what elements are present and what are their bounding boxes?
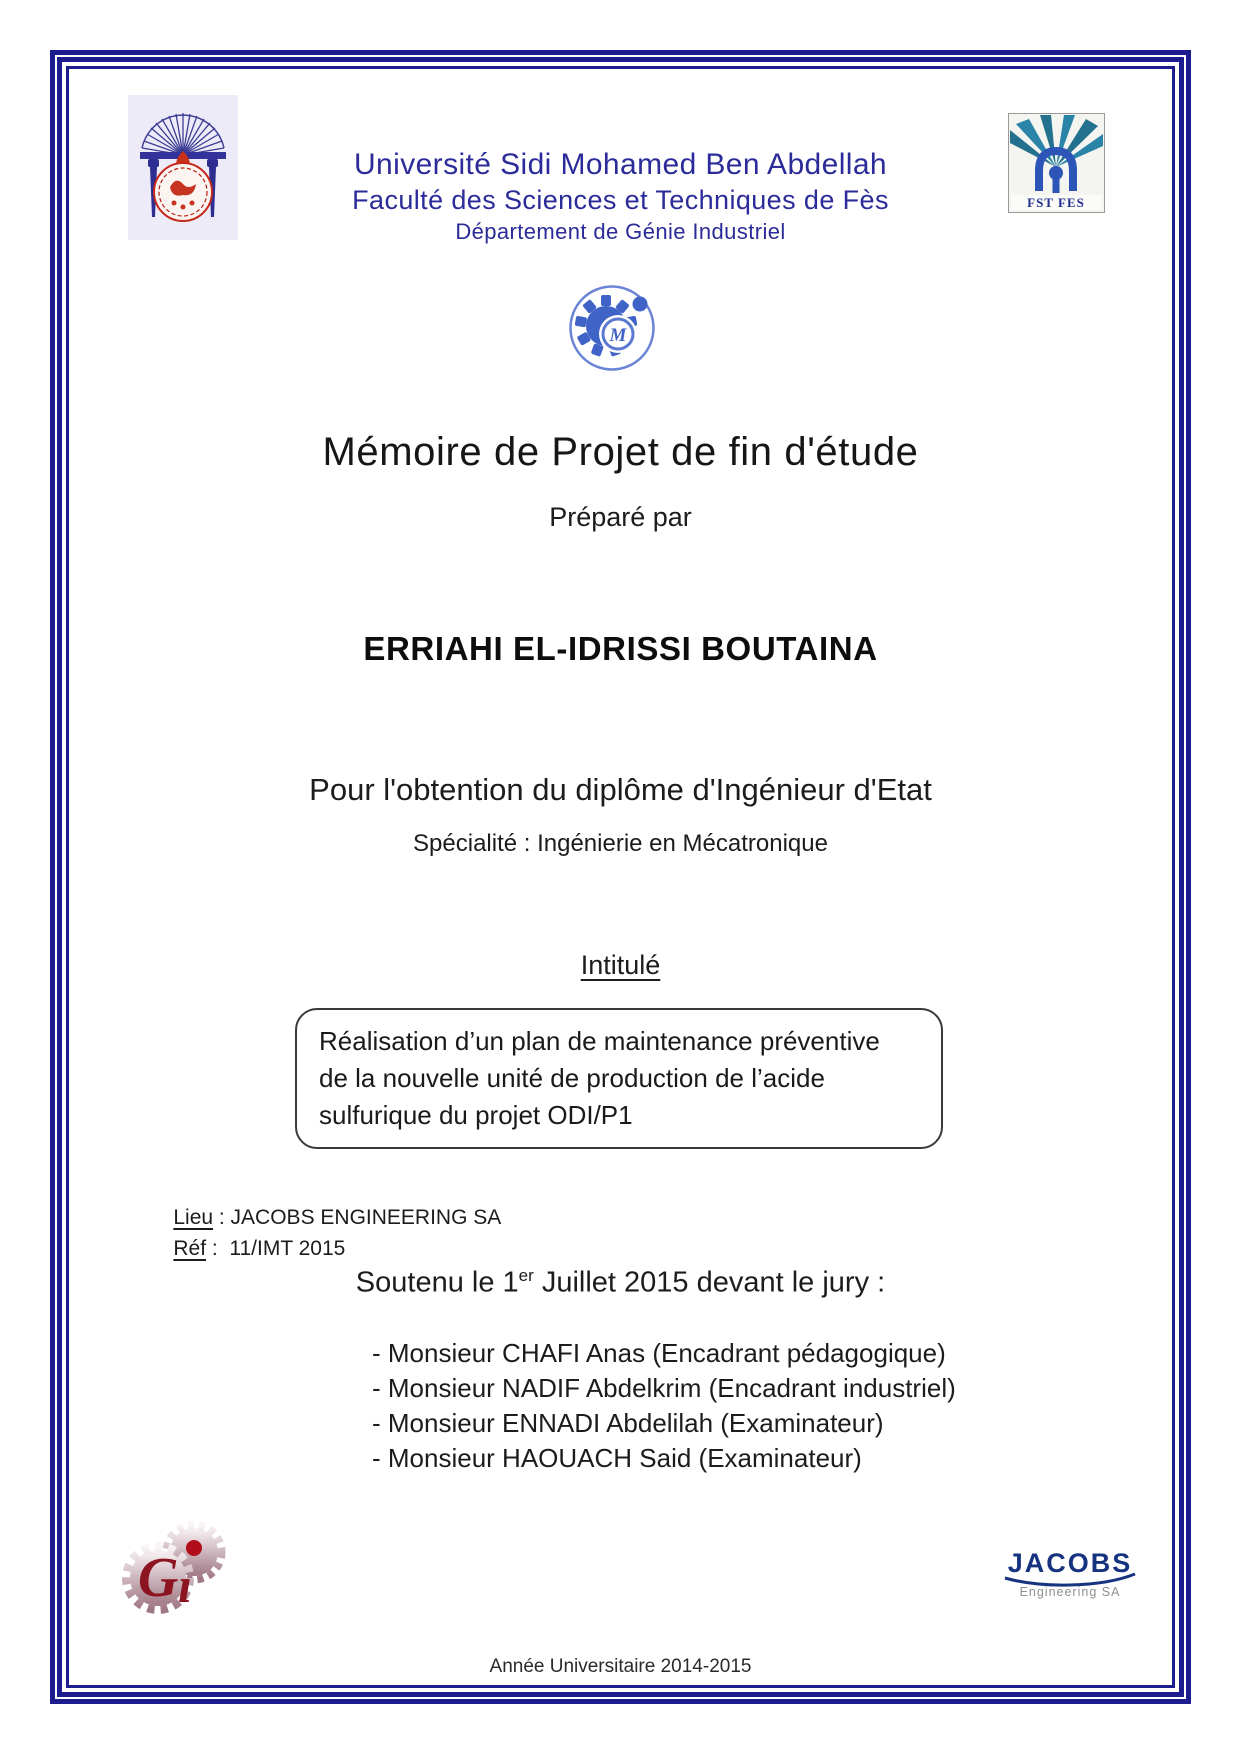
mechatronics-logo-icon [568, 284, 656, 372]
jacobs-logo-icon [995, 1546, 1145, 1606]
project-title-box [295, 1008, 943, 1149]
academic-year: Année Universitaire 2014-2015 [489, 1656, 752, 1677]
jury-member: - Monsieur CHAFI Anas (Encadrant pédagogique) [372, 1338, 946, 1368]
defense-line: Soutenu le 1er Juillet 2015 devant le jury : [355, 1266, 886, 1299]
jury-member: - Monsieur ENNADI Abdelilah (Examinateur) [372, 1408, 884, 1438]
jury-member: - Monsieur HAOUACH Said (Examinateur) [372, 1443, 862, 1473]
university-name: Université Sidi Mohamed Ben Abdellah [353, 148, 888, 181]
jacobs-wordmark: JACOBS [1007, 1548, 1133, 1578]
department-name: Département de Génie Industriel [455, 219, 786, 244]
lieu-label: Lieu [173, 1206, 214, 1229]
jury-member: - Monsieur NADIF Abdelkrim (Encadrant industriel) [372, 1373, 956, 1403]
gi-department-logo-icon [118, 1512, 233, 1627]
author-name: ERRIAHI EL-IDRISSI BOUTAINA [363, 630, 878, 667]
ref-label: Réf [173, 1237, 207, 1260]
project-title-line: de la nouvelle unité de production de l’acide [319, 1063, 825, 1093]
fst-badge-label: FST FES [1027, 195, 1085, 210]
project-title-line: sulfurique du projet ODI/P1 [319, 1100, 633, 1130]
mechatronics-letter: M [609, 325, 627, 346]
degree-line: Pour l'obtention du diplôme d'Ingénieur d'Etat [309, 772, 932, 807]
intitule-heading: Intitulé [580, 950, 661, 980]
ref-value: : 11/IMT 2015 [206, 1237, 346, 1260]
jacobs-subtitle: Engineering SA [1019, 1585, 1121, 1599]
faculty-name: Faculté des Sciences et Techniques de Fès [352, 185, 889, 215]
memoir-title: Mémoire de Projet de fin d'étude [322, 430, 919, 474]
specialty-line: Spécialité : Ingénierie en Mécatronique [413, 830, 828, 857]
lieu-value: : JACOBS ENGINEERING SA [213, 1206, 502, 1229]
gi-letter-i: ı [178, 1557, 192, 1613]
jury-list [372, 1336, 956, 1476]
defense-ordinal: er [518, 1266, 534, 1285]
project-title-line: Réalisation d’un plan de maintenance préventive [319, 1026, 880, 1056]
gi-letter-g: G [138, 1547, 179, 1609]
fst-fes-badge-icon [1008, 113, 1105, 213]
prepared-by-label: Préparé par [549, 502, 692, 532]
